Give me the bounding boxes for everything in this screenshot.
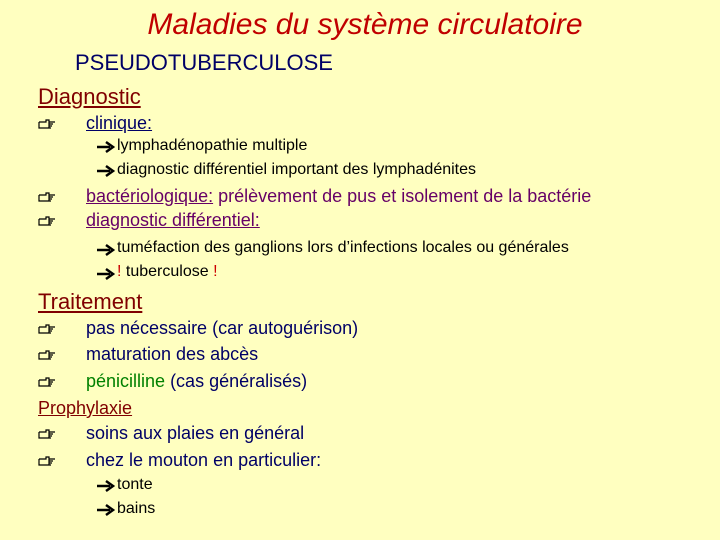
alert-mark: ! (213, 263, 218, 280)
traitement-item: maturation des abcès (86, 344, 259, 364)
right-arrow-icon (96, 267, 116, 281)
clinique-item: diagnostic différentiel important des lymphadénites (117, 161, 477, 178)
prophylaxie-subitem: bains (117, 500, 156, 517)
clinique-label: clinique: (86, 113, 153, 133)
traitement-heading: Traitement (38, 289, 143, 314)
diagnostic-heading: Diagnostic (38, 84, 141, 109)
disease-name: PSEUDOTUBERCULOSE (75, 50, 333, 75)
right-arrow-icon (96, 479, 116, 493)
pointing-hand-icon (38, 190, 56, 204)
right-arrow-icon (96, 164, 116, 178)
penicilline-rest: (cas généralisés) (165, 371, 308, 391)
pointing-hand-icon (38, 454, 56, 468)
bacteriologique-label: bactériologique: (86, 186, 214, 206)
bacteriologique-line (86, 186, 591, 207)
right-arrow-icon (96, 140, 116, 154)
differentiel-item (117, 263, 218, 281)
diagnostic-differentiel-label: diagnostic différentiel: (86, 210, 260, 230)
alert-mark: ! (117, 263, 122, 280)
penicilline-text: pénicilline (86, 371, 166, 391)
differentiel-item: tuméfaction des ganglions lors d’infections locales ou générales (117, 239, 569, 256)
pointing-hand-icon (38, 214, 56, 228)
right-arrow-icon (96, 503, 116, 517)
pointing-hand-icon (38, 375, 56, 389)
traitement-item (86, 371, 307, 392)
clinique-item: lymphadénopathie multiple (117, 137, 308, 154)
pointing-hand-icon (38, 117, 56, 131)
pointing-hand-icon (38, 427, 56, 441)
prophylaxie-heading: Prophylaxie (38, 398, 133, 418)
differentiel-text: tuberculose (121, 263, 214, 280)
page-title: Maladies du système circulatoire (147, 8, 583, 41)
prophylaxie-item: soins aux plaies en général (86, 423, 305, 443)
pointing-hand-icon (38, 348, 56, 362)
pointing-hand-icon (38, 322, 56, 336)
traitement-item: pas nécessaire (car autoguérison) (86, 318, 359, 338)
right-arrow-icon (96, 243, 116, 257)
bacteriologique-text: prélèvement de pus et isolement de la bactérie (213, 186, 592, 206)
prophylaxie-subitem: tonte (117, 476, 153, 493)
prophylaxie-item: chez le mouton en particulier: (86, 450, 322, 470)
